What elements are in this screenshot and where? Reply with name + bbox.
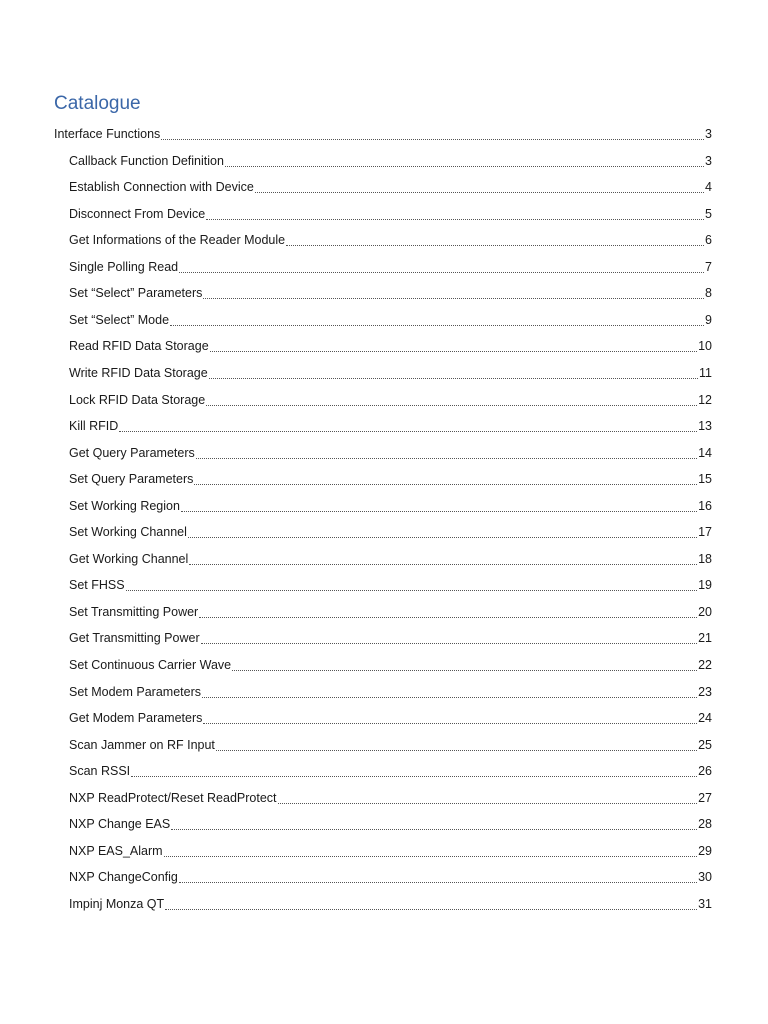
toc-entry[interactable] [69, 655, 712, 675]
toc-entry-page-number: 12 [698, 392, 712, 407]
toc-entry-page-number: 24 [698, 711, 712, 726]
toc-entry-title: NXP Change EAS [69, 817, 171, 832]
toc-dot-leader [164, 844, 698, 858]
toc-entry-title: Scan Jammer on RF Input [69, 737, 215, 752]
toc-entry-title: Disconnect From Device [69, 206, 206, 221]
toc-entry[interactable] [69, 522, 712, 542]
toc-dot-leader [131, 764, 697, 778]
toc-entry-page-number: 16 [698, 498, 712, 513]
toc-entry-page-number: 8 [705, 286, 712, 301]
toc-entry-page-number: 4 [705, 180, 712, 195]
toc-dot-leader [165, 897, 697, 911]
toc-entry-title: Set “Select” Mode [69, 312, 170, 327]
toc-entry-title: Establish Connection with Device [69, 180, 254, 195]
toc-entry-title: Scan RSSI [69, 764, 131, 779]
toc-dot-leader [181, 499, 697, 513]
toc-dot-leader [255, 180, 704, 194]
toc-entry-page-number: 3 [705, 127, 712, 141]
toc-entry-title: Single Polling Read [69, 259, 179, 274]
toc-entry-page-number: 10 [698, 339, 712, 354]
toc-entry-page-number: 18 [698, 551, 712, 566]
toc-entry[interactable] [69, 867, 712, 887]
toc-entry[interactable] [69, 416, 712, 436]
toc-entry[interactable] [69, 894, 712, 914]
toc-entry[interactable] [69, 204, 712, 224]
toc-entry-page-number: 15 [698, 472, 712, 487]
toc-dot-leader [202, 685, 697, 699]
toc-entry-title: Set Query Parameters [69, 472, 194, 487]
toc-entry-title: Interface Functions [54, 127, 161, 141]
toc-entry-title: NXP ReadProtect/Reset ReadProtect [69, 790, 277, 805]
toc-entry-page-number: 3 [705, 153, 712, 168]
toc-entry-title: Read RFID Data Storage [69, 339, 209, 354]
toc-entry[interactable] [69, 336, 712, 356]
toc-entry[interactable] [69, 788, 712, 808]
toc-entry-title: Lock RFID Data Storage [69, 392, 206, 407]
toc-entry-page-number: 21 [698, 631, 712, 646]
toc-entry-title: Get Informations of the Reader Module [69, 233, 286, 248]
toc-entry[interactable] [69, 682, 712, 702]
toc-entry-page-number: 25 [698, 737, 712, 752]
toc-entry-title: Set Transmitting Power [69, 604, 199, 619]
toc-entry[interactable] [69, 257, 712, 277]
toc-dot-leader [286, 233, 704, 247]
toc-entry-page-number: 31 [698, 896, 712, 911]
toc-entry[interactable] [69, 575, 712, 595]
toc-entry-page-number: 29 [698, 843, 712, 858]
toc-dot-leader [171, 817, 697, 831]
toc-entry-title: Write RFID Data Storage [69, 365, 208, 380]
toc-entry[interactable] [54, 124, 712, 144]
toc-entry-page-number: 5 [705, 206, 712, 221]
toc-dot-leader [206, 207, 704, 221]
toc-entry[interactable] [69, 814, 712, 834]
toc-entry-title: NXP ChangeConfig [69, 870, 178, 885]
toc-entry-title: Set FHSS [69, 578, 125, 593]
toc-entry-title: Get Working Channel [69, 551, 189, 566]
toc-entry-title: Set Modem Parameters [69, 684, 201, 699]
toc-entry[interactable] [69, 177, 712, 197]
toc-entry[interactable] [69, 390, 712, 410]
toc-entry-page-number: 6 [705, 233, 712, 248]
toc-dot-leader [194, 472, 697, 486]
toc-entry-page-number: 7 [705, 259, 712, 274]
toc-entry-page-number: 26 [698, 764, 712, 779]
toc-entry-page-number: 30 [698, 870, 712, 885]
toc-entry-page-number: 14 [698, 445, 712, 460]
toc-entry[interactable] [69, 549, 712, 569]
toc-dot-leader [278, 791, 698, 805]
toc-dot-leader [216, 738, 697, 752]
toc-entry-page-number: 22 [698, 658, 712, 672]
toc-entry-title: NXP EAS_Alarm [69, 843, 163, 858]
toc-heading: Catalogue [54, 93, 141, 114]
toc-dot-leader [209, 366, 698, 380]
toc-entry-page-number: 11 [699, 365, 712, 380]
toc-entry-page-number: 28 [698, 817, 712, 832]
toc-dot-leader [206, 393, 697, 407]
toc-dot-leader [126, 578, 698, 592]
toc-entry-title: Get Query Parameters [69, 445, 195, 460]
toc-entry[interactable] [69, 761, 712, 781]
toc-entry-title: Get Modem Parameters [69, 711, 203, 726]
toc-dot-leader [179, 260, 704, 274]
toc-dot-leader [210, 339, 697, 353]
toc-entry[interactable] [69, 283, 712, 303]
toc-entry[interactable] [69, 310, 712, 330]
toc-entry-page-number: 13 [698, 419, 712, 434]
toc-entry-title: Set “Select” Parameters [69, 286, 203, 301]
toc-entry[interactable] [69, 469, 712, 489]
toc-entry[interactable] [69, 151, 712, 171]
toc-dot-leader [201, 631, 697, 645]
toc-entry-title: Set Working Channel [69, 525, 187, 540]
toc-entry[interactable] [69, 363, 712, 383]
toc-entry-page-number: 20 [698, 604, 712, 619]
toc-entry[interactable] [69, 628, 712, 648]
toc-entry-title: Get Transmitting Power [69, 631, 200, 646]
toc-entry-page-number: 17 [698, 525, 712, 540]
toc-entry-title: Callback Function Definition [69, 153, 224, 168]
toc-entry[interactable] [69, 602, 712, 622]
toc-entry-page-number: 23 [698, 684, 712, 699]
toc-entry-page-number: 19 [698, 578, 712, 593]
toc-dot-leader [161, 127, 704, 141]
toc-dot-leader [225, 154, 704, 168]
toc-entry-title: Kill RFID [69, 419, 119, 434]
toc-dot-leader [179, 870, 697, 884]
toc-entry[interactable] [69, 230, 712, 250]
toc-dot-leader [203, 286, 704, 300]
toc-entry[interactable] [69, 496, 712, 516]
toc-dot-leader [199, 605, 697, 619]
toc-dot-leader [170, 313, 704, 327]
toc-dot-leader [196, 446, 697, 460]
toc-entry[interactable] [69, 443, 712, 463]
toc-entry[interactable] [69, 841, 712, 861]
toc-dot-leader [232, 658, 697, 672]
toc-dot-leader [189, 552, 697, 566]
toc-entry[interactable] [69, 735, 712, 755]
toc-dot-leader [188, 525, 697, 539]
toc-entry-title: Impinj Monza QT [69, 896, 165, 911]
toc-entry-page-number: 27 [698, 790, 712, 805]
toc-dot-leader [203, 711, 697, 725]
toc-entry-title: Set Continuous Carrier Wave [69, 658, 232, 672]
toc-dot-leader [119, 419, 697, 433]
toc-entry[interactable] [69, 708, 712, 728]
toc-entry-title: Set Working Region [69, 498, 180, 513]
toc-entry-page-number: 9 [705, 312, 712, 327]
